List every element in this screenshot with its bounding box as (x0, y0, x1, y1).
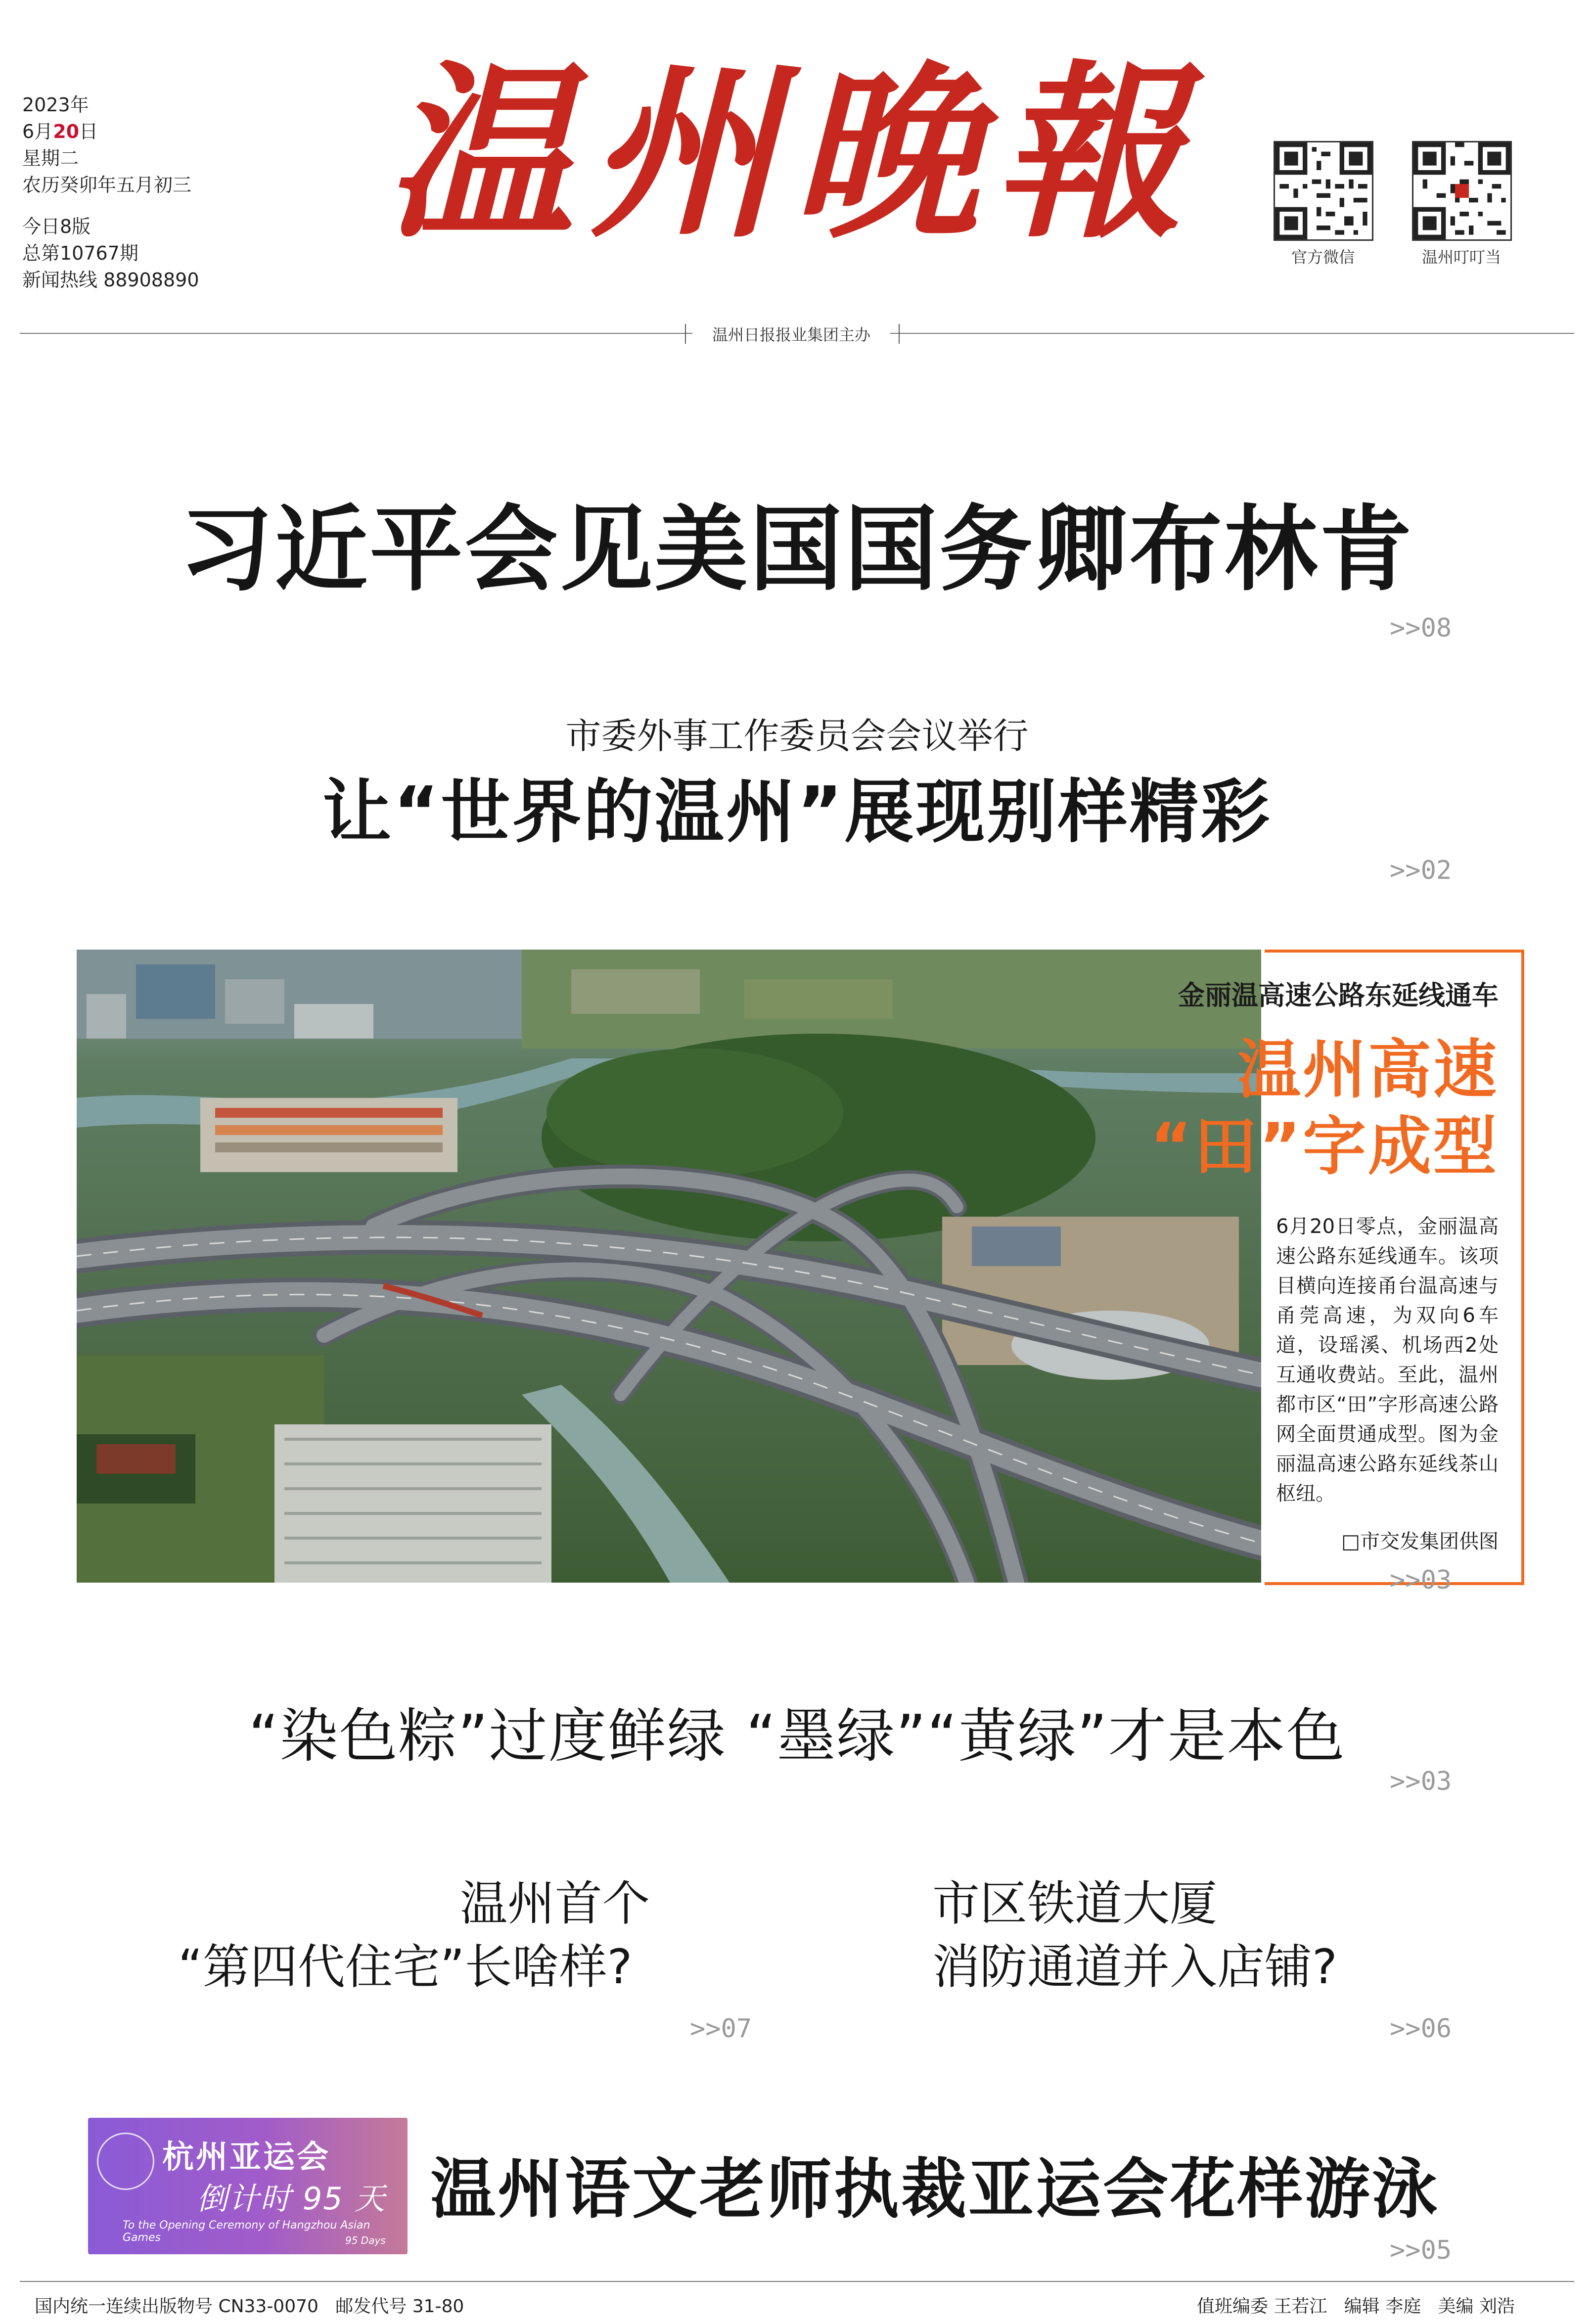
qr-wechat[interactable] (1274, 141, 1373, 267)
qr-wechat-label: 官方微信 (1291, 248, 1355, 267)
photo-title-line1[interactable]: 温州高速 (1237, 1033, 1499, 1107)
second-kicker: 市委外事工作委员会会议举行 (565, 715, 1029, 757)
footer-publication-info: 国内统一连续出版物号 CN33-0070 邮发代号 31-80 (35, 2296, 464, 2317)
lead-headline[interactable]: 习近平会见美国国务卿布林肯 (180, 496, 1414, 604)
housing-line1: 温州首个 (460, 1876, 650, 1931)
swimming-page-ref[interactable]: >>05 (1390, 2235, 1452, 2265)
qr-dingdingdang-label: 温州叮叮当 (1421, 248, 1501, 267)
zongzi-headline[interactable]: “染色粽”过度鲜绿 “墨绿”“黄绿”才是本色 (248, 1702, 1346, 1770)
edition-count: 今日8版 (22, 216, 91, 237)
housing-story[interactable] (178, 1872, 673, 1999)
photo-credit: □市交发集团供图 (1341, 1530, 1499, 1553)
footer-editors: 值班编委 王若江 编辑 李庭 美编 刘浩 (1197, 2296, 1515, 2317)
sponsor-line: 温州日报报业集团主办 (692, 322, 890, 345)
date-block (22, 91, 199, 293)
lead-page-ref[interactable]: >>08 (1390, 613, 1452, 643)
photo-caption-body: 6月20日零点，金丽温高速公路东延线通车。该项目横向连接甬台温高速与甬莞高速，为双向6车道，设瑶溪、机场西2处互通收费站。至此，温州都市区“田”字形高速公路网全面贯通成型。图为金丽温高速公路东延线茶山枢纽。 (1276, 1215, 1499, 1505)
second-headline[interactable]: 让“世界的温州”展现别样精彩 (322, 772, 1272, 853)
railway-building-story[interactable] (932, 1872, 1476, 1999)
lunar-date: 农历癸卯年五月初三 (22, 174, 192, 196)
news-hotline: 新闻热线 88908890 (22, 269, 199, 291)
railway-line2: 消防通道并入店铺? (932, 1939, 1337, 1995)
qr-code-icon (1412, 141, 1512, 241)
asian-games-countdown-badge[interactable] (88, 2118, 408, 2254)
photo-kicker: 金丽温高速公路东延线通车 (1178, 980, 1499, 1011)
second-page-ref[interactable]: >>02 (1390, 856, 1452, 885)
photo-page-ref[interactable]: >>03 (1390, 1565, 1452, 1595)
badge-title: 杭州亚运会 (162, 2139, 330, 2176)
asian-games-logo-icon (97, 2133, 154, 2190)
badge-english: To the Opening Ceremony of Hangzhou Asian Games (123, 2219, 370, 2244)
housing-line2: “第四代住宅”长啥样? (178, 1939, 633, 1995)
housing-page-ref[interactable]: >>07 (690, 2014, 752, 2044)
badge-days: 95 Days (345, 2234, 386, 2246)
badge-countdown: 倒计时 95 天 (197, 2181, 386, 2217)
date-month-day: 6月20日 (22, 121, 98, 142)
issue-number: 总第10767期 (22, 242, 138, 264)
railway-page-ref[interactable]: >>06 (1390, 2014, 1452, 2044)
weekday: 星期二 (22, 147, 79, 169)
swimming-headline[interactable]: 温州语文老师执裁亚运会花样游泳 (430, 2151, 1439, 2228)
photo-title-line2[interactable]: “田”字成型 (1150, 1110, 1499, 1184)
newspaper-title: 温州晚報 (386, 43, 1197, 264)
qr-code-icon (1274, 141, 1373, 241)
railway-line1: 市区铁道大厦 (932, 1876, 1217, 1931)
date-day: 20 (53, 121, 80, 142)
zongzi-page-ref[interactable]: >>03 (1390, 1767, 1452, 1796)
footer-divider (20, 2281, 1574, 2282)
qr-dingdingdang[interactable] (1412, 141, 1512, 267)
date-year: 2023年 (22, 94, 89, 116)
